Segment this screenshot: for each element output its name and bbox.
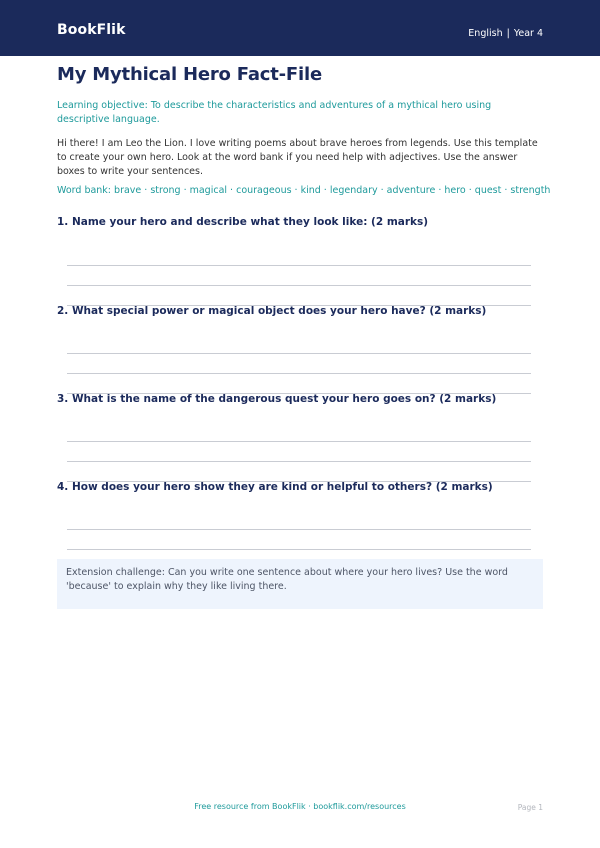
question-3: 3. What is the name of the dangerous quest your hero goes on? (2 marks) bbox=[57, 393, 497, 405]
extension-box bbox=[57, 559, 543, 609]
answer-line[interactable] bbox=[67, 373, 531, 374]
learning-objective: Learning objective: To describe the characteristics and adventures of a mythical hero using descriptive language. bbox=[57, 100, 492, 125]
word-bank: Word bank: brave · strong · magical · courageous · kind · legendary · adventure · hero · quest · strength bbox=[57, 185, 551, 196]
answer-line[interactable] bbox=[67, 285, 531, 286]
question-1: 1. Name your hero and describe what they look like: (2 marks) bbox=[57, 216, 429, 228]
page-number: Page 1 bbox=[517, 803, 543, 812]
answer-line[interactable] bbox=[67, 549, 531, 550]
answer-line[interactable] bbox=[67, 441, 531, 442]
extension-challenge: Extension challenge: Can you write one sentence about where your hero lives? Use the word 'because' to explain why they like living there. bbox=[66, 567, 508, 592]
footer-source[interactable]: Free resource from BookFlik · bookflik.com/resources bbox=[194, 802, 406, 811]
answer-line[interactable] bbox=[67, 529, 531, 530]
answer-line[interactable] bbox=[67, 461, 531, 462]
answer-line[interactable] bbox=[67, 265, 531, 266]
intro-text: Hi there! I am Leo the Lion. I love writing poems about brave heroes from legends. Use this template to create your own hero. Look at the word bank if you need help with adjectives. Use the answer boxes to write your sentences. bbox=[57, 138, 538, 177]
answer-line[interactable] bbox=[67, 353, 531, 354]
page-header bbox=[0, 0, 600, 56]
subject-label: English bbox=[468, 28, 503, 39]
year-label: Year 4 bbox=[513, 28, 543, 39]
header-separator: | bbox=[506, 28, 510, 39]
question-2: 2. What special power or magical object does your hero have? (2 marks) bbox=[57, 305, 487, 317]
brand-logo[interactable]: BookFlik bbox=[57, 22, 126, 38]
page-title: My Mythical Hero Fact-File bbox=[57, 64, 322, 85]
question-4: 4. How does your hero show they are kind or helpful to others? (2 marks) bbox=[57, 481, 493, 493]
header-meta bbox=[468, 28, 543, 39]
